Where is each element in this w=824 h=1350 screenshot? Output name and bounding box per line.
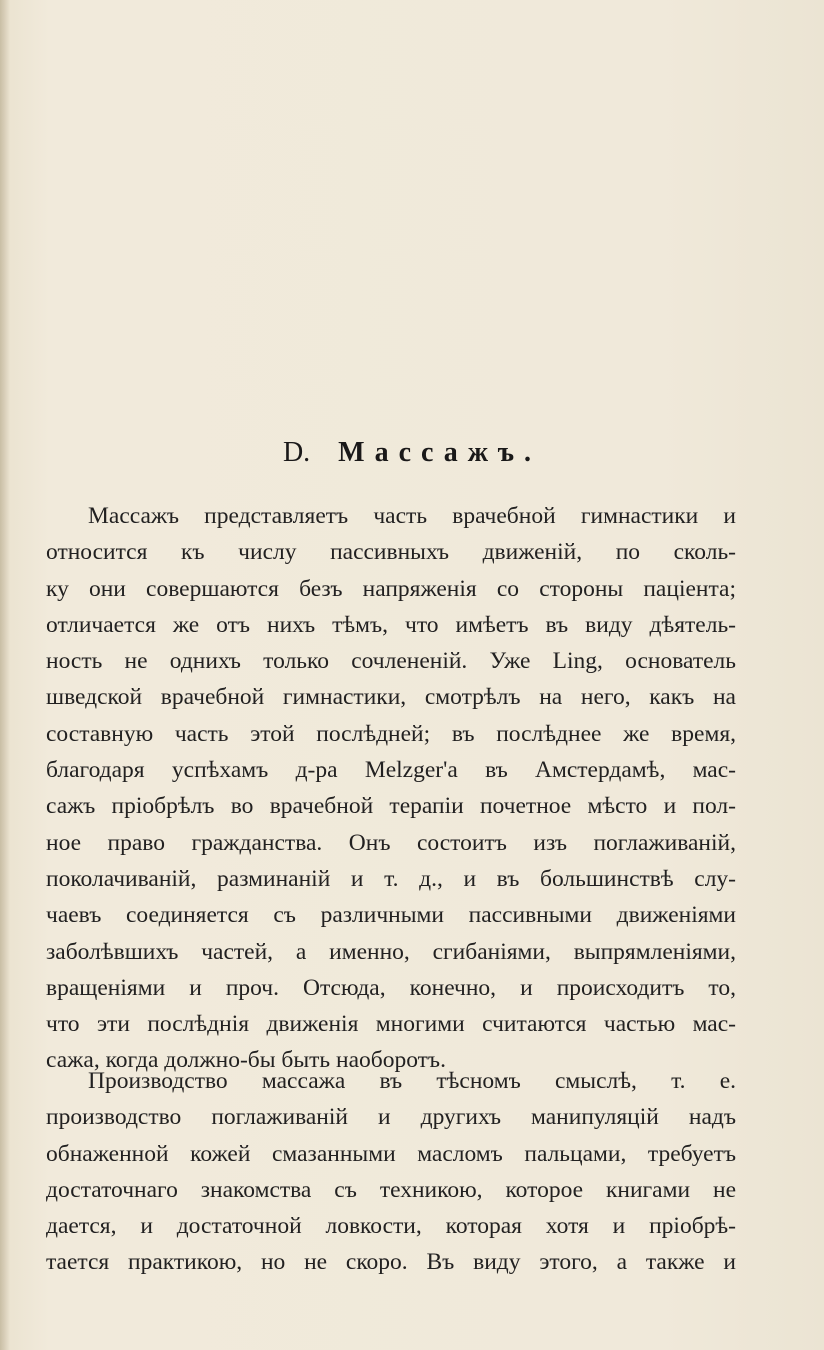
text-line: составную часть этой послѣдней; въ послѣднее же время, — [46, 720, 736, 747]
text-line: относится къ числу пассивныхъ движеній, по сколь- — [46, 539, 736, 566]
section-letter: D. — [282, 437, 311, 468]
text-line: сажа, когда должно-бы быть наоборотъ. — [46, 1047, 446, 1074]
text-line: тается практикою, но не скоро. Въ виду этого, а также и — [46, 1249, 736, 1276]
text-line: поколачиваній, разминаній и т. д., и въ большинствѣ слу- — [46, 865, 736, 892]
paragraph-1 — [46, 498, 736, 1079]
page-edge-shadow — [0, 0, 10, 1350]
section-heading — [0, 436, 824, 470]
section-title: Массажъ. — [338, 437, 542, 468]
text-line: шведской врачебной гимнастики, смотрѣлъ на него, какъ на — [46, 684, 736, 711]
text-line: чаевъ соединяется съ различными пассивными движеніями — [46, 902, 736, 929]
text-line: Производство массажа въ тѣсномъ смыслѣ, т. е. — [88, 1068, 736, 1094]
paragraph-2 — [46, 1063, 736, 1281]
text-line: Массажъ представляетъ часть врачебной гимнастики и — [88, 503, 736, 529]
text-line: ку они совершаются безъ напряженія со стороны паціента; — [46, 575, 736, 602]
text-line: обнаженной кожей смазанными масломъ пальцами, требуетъ — [46, 1140, 736, 1167]
text-line: достаточнаго знакомства съ техникою, которое книгами не — [46, 1176, 736, 1203]
text-line: сажъ пріобрѣлъ во врачебной терапіи почетное мѣсто и пол- — [46, 793, 736, 820]
text-line: дается, и достаточной ловкости, которая хотя и пріобрѣ- — [46, 1213, 736, 1240]
text-line: заболѣвшихъ частей, а именно, сгибаніями, выпрямленіями, — [46, 938, 736, 965]
text-line: ное право гражданства. Онъ состоитъ изъ поглаживаній, — [46, 829, 736, 856]
text-line: вращеніями и проч. Отсюда, конечно, и происходитъ то, — [46, 974, 736, 1001]
text-line: отличается же отъ нихъ тѣмъ, что имѣетъ въ виду дѣятель- — [46, 611, 736, 638]
text-line: ность не однихъ только сочлененій. Уже Ling, основатель — [46, 648, 736, 675]
text-line: производство поглаживаній и другихъ манипуляцій надъ — [46, 1104, 736, 1131]
text-line: что эти послѣднія движенія многими считаются частью мас- — [46, 1011, 736, 1038]
text-line: благодаря успѣхамъ д-ра Melzger'а въ Амстердамѣ, мас- — [46, 757, 736, 784]
